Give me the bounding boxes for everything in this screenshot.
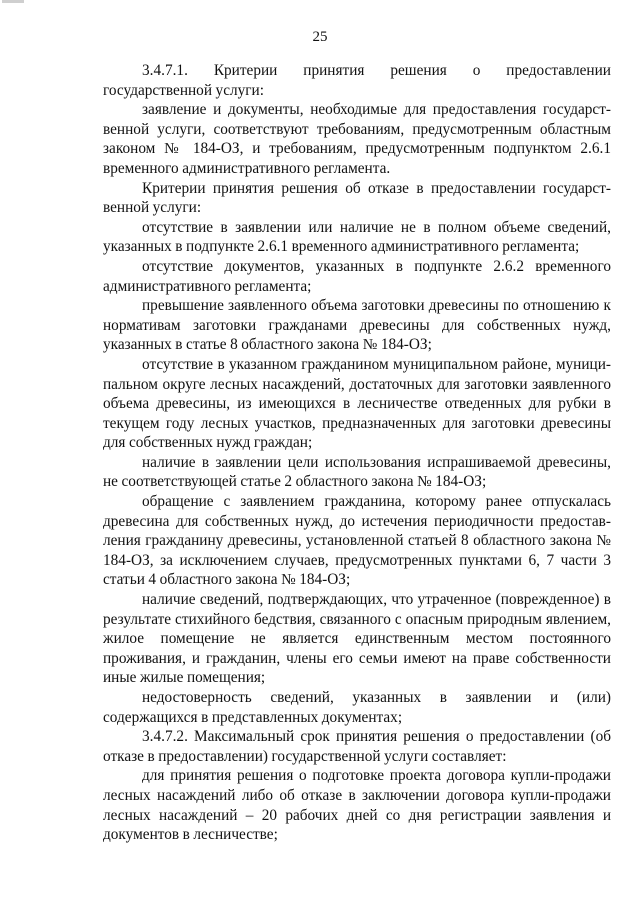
paragraph-refusal-periodicity: обращение с заявлением гражданина, которому ранее отпускалась древесина для собственных нужд, до истечения периодичности предостав-ления гражданину древесины, установленной статьей 8 областного закона № 184-ОЗ, за исключением случаев, предусмотренных пунктами 6, 7 части 3 статьи 4 областного закона № 184-ОЗ;	[103, 493, 611, 589]
paragraph-refusal-no-forest: отсутствие в указанном гражданином муниципальном районе, муници-пальном округе лесных насаждений, достаточных для заготовки заявленного объема древесины, из имеющихся в лесничестве отведенных для рубки в текущем году лесных участков, предназначенных для заготовки древесины для собственных нужд граждан;	[103, 355, 611, 452]
paragraph-refusal-housing: наличие сведений, подтверждающих, что утраченное (поврежденное) в результате стихийного бедствия, связанного с опасным природным явлением, жилое помещение не является единственным местом постоянного проживания, и гражданин, члены его семьи имеют на праве собственности иные жилые помещения;	[103, 591, 611, 687]
document-body	[103, 61, 611, 845]
scan-corner-mark	[2, 0, 24, 3]
paragraph-refusal-unreliable-info: недостоверность сведений, указанных в заявлении и (или) содержащихся в представленных документах;	[103, 689, 611, 726]
paragraph-refusal-missing-info: отсутствие в заявлении или наличие не в полном объеме сведений, указанных в подпункте 2.6.1 временного административного регламента;	[103, 218, 611, 256]
paragraph-refusal-volume-excess: превышение заявленного объема заготовки древесины по отношению к нормативам заготовки гражданами древесины для собственных нужд, указанных в статье 8 областного закона № 184-ОЗ;	[103, 297, 611, 354]
page-number: 25	[312, 29, 328, 45]
paragraph-decision-term: для принятия решения о подготовке проекта договора купли-продажи лесных насаждений либо об отказе в заключении договора купли-продажи лесных насаждений – 20 рабочих дней со дня регистрации заявления и документов в лесничестве;	[103, 767, 611, 844]
paragraph-refusal-missing-documents: отсутствие документов, указанных в подпункте 2.6.2 временного административного регламента;	[103, 257, 611, 295]
paragraph-refusal-criteria-heading: Критерии принятия решения об отказе в предоставлении государст-венной услуги:	[103, 179, 611, 217]
paragraph-approval-criteria: заявление и документы, необходимые для предоставления государст-венной услуги, соответствуют требованиям, предусмотренным областным законом № 184-ОЗ, и требованиям, предусмотренным подпунктом 2.6.1 временного административного регламента.	[103, 101, 611, 177]
paragraph-3-4-7-2-heading: 3.4.7.2. Максимальный срок принятия решения о предоставлении (об отказе в предоставлении) государственной услуги составляет:	[103, 728, 611, 765]
paragraph-refusal-purpose: наличие в заявлении цели использования испрашиваемой древесины, не соответствующей статье 2 областного закона № 184-ОЗ;	[103, 453, 611, 491]
paragraph-3-4-7-1-heading: 3.4.7.1. Критерии принятия решения о предоставлении государственной услуги:	[103, 62, 611, 99]
